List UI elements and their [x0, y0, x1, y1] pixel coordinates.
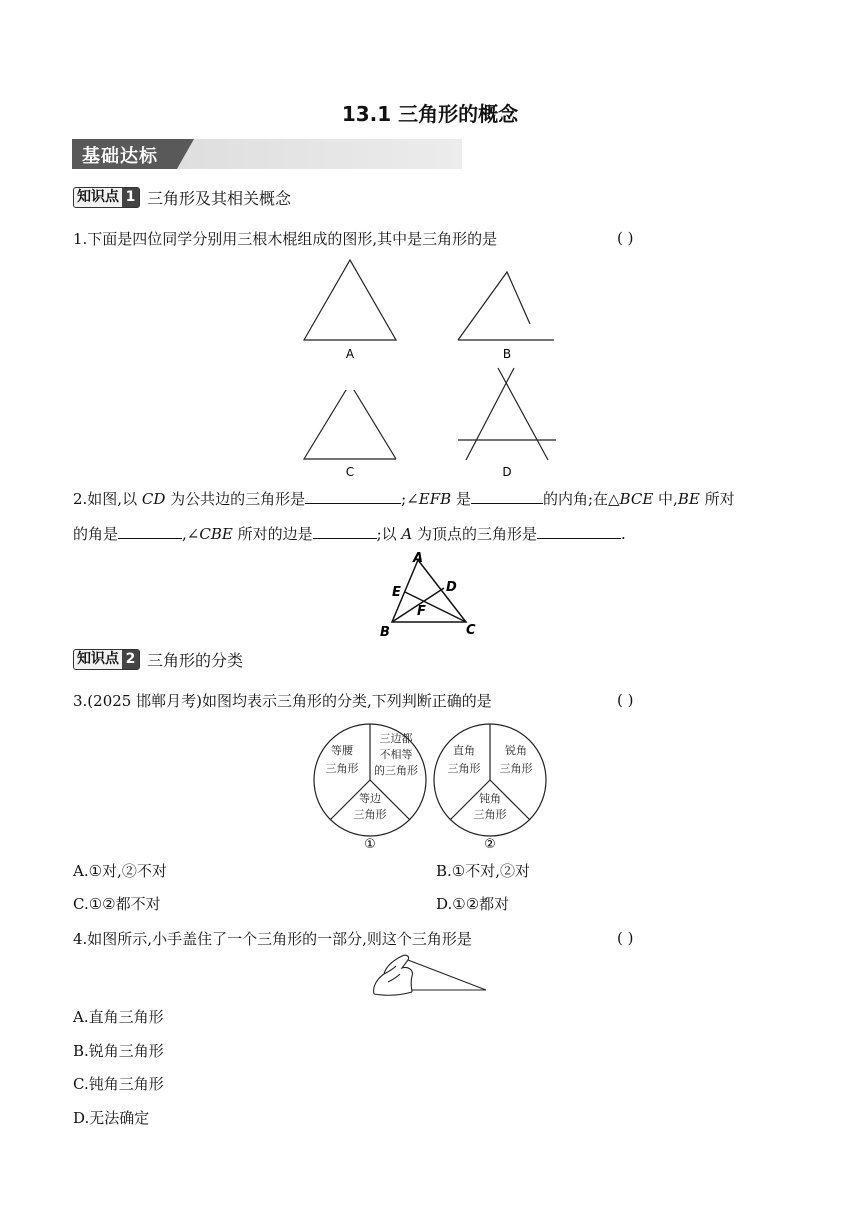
question-3-figure	[310, 712, 554, 854]
label-b: B	[502, 347, 512, 361]
label-a: A	[345, 347, 355, 361]
question-2-figure	[372, 548, 486, 640]
page-title: 13.1 三角形的概念	[341, 102, 519, 126]
svg-text:三边都: 三边都	[379, 732, 413, 745]
svg-text:三角形: 三角形	[353, 808, 387, 821]
hand-icon	[374, 955, 413, 994]
svg-text:F: F	[417, 604, 426, 619]
triangle-a	[304, 260, 396, 340]
svg-text:A: A	[413, 551, 424, 566]
knowledge-point-name: 三角形及其相关概念	[147, 188, 292, 208]
banner-text: 基础达标	[82, 146, 158, 167]
answer-bracket: ( )	[617, 229, 634, 247]
svg-text:直角: 直角	[453, 744, 475, 757]
option-a: A.直角三角形	[73, 1008, 164, 1026]
knowledge-point-name: 三角形的分类	[147, 650, 244, 670]
svg-text:的三角形: 的三角形	[374, 764, 418, 777]
option-c: C.①②都不对	[73, 895, 161, 913]
svg-text:D: D	[446, 580, 457, 595]
sticks-c	[304, 390, 396, 459]
question-4-text: 4.如图所示,小手盖住了一个三角形的一部分,则这个三角形是	[73, 930, 472, 948]
svg-text:三角形: 三角形	[499, 762, 533, 775]
answer-bracket: ( )	[617, 929, 634, 947]
question-1-figure	[290, 252, 570, 484]
svg-text:E: E	[392, 585, 401, 600]
svg-text:三角形: 三角形	[447, 762, 481, 775]
svg-text:不相等: 不相等	[379, 748, 413, 761]
figure-label-1: ①	[364, 837, 376, 852]
option-d: D.①②都对	[436, 895, 510, 913]
question-2-line-2: 的角是 ,∠CBE 所对的边是 ;以 A 为顶点的三角形是 .	[73, 525, 626, 543]
svg-text:三角形: 三角形	[325, 762, 359, 775]
svg-text:等边: 等边	[359, 792, 381, 805]
sticks-d	[466, 368, 514, 460]
question-3-text: 3.(2025 邯郸月考)如图均表示三角形的分类,下列判断正确的是	[73, 692, 492, 710]
option-b: B.锐角三角形	[73, 1042, 164, 1060]
label-d: D	[502, 465, 512, 479]
svg-text:三角形: 三角形	[473, 808, 507, 821]
svg-text:锐角: 锐角	[505, 744, 527, 757]
section-banner	[72, 139, 462, 169]
svg-text:钝角: 钝角	[479, 792, 501, 805]
figure-label-2: ②	[484, 837, 496, 852]
option-b: B.①不对,②对	[436, 862, 531, 880]
sticks-b	[458, 272, 530, 340]
option-c: C.钝角三角形	[73, 1075, 164, 1093]
knowledge-point-1: 知识点 1 三角形及其相关概念	[73, 186, 291, 208]
svg-text:B: B	[380, 625, 390, 640]
svg-text:C: C	[466, 623, 476, 638]
option-d: D.无法确定	[73, 1109, 150, 1127]
question-1-text: 1.下面是四位同学分别用三根木棍组成的图形,其中是三角形的是	[73, 230, 498, 248]
svg-text:等腰: 等腰	[331, 744, 353, 757]
label-c: C	[345, 465, 355, 479]
question-4-figure	[368, 952, 492, 998]
partial-triangle	[408, 960, 486, 990]
answer-bracket: ( )	[617, 691, 634, 709]
knowledge-point-2: 知识点 2 三角形的分类	[73, 648, 243, 670]
option-a: A.①对,②不对	[73, 862, 167, 880]
question-2-line-1: 2.如图,以 CD 为公共边的三角形是 ;∠EFB 是 的内角;在△BCE 中,BE 所对	[73, 490, 735, 508]
